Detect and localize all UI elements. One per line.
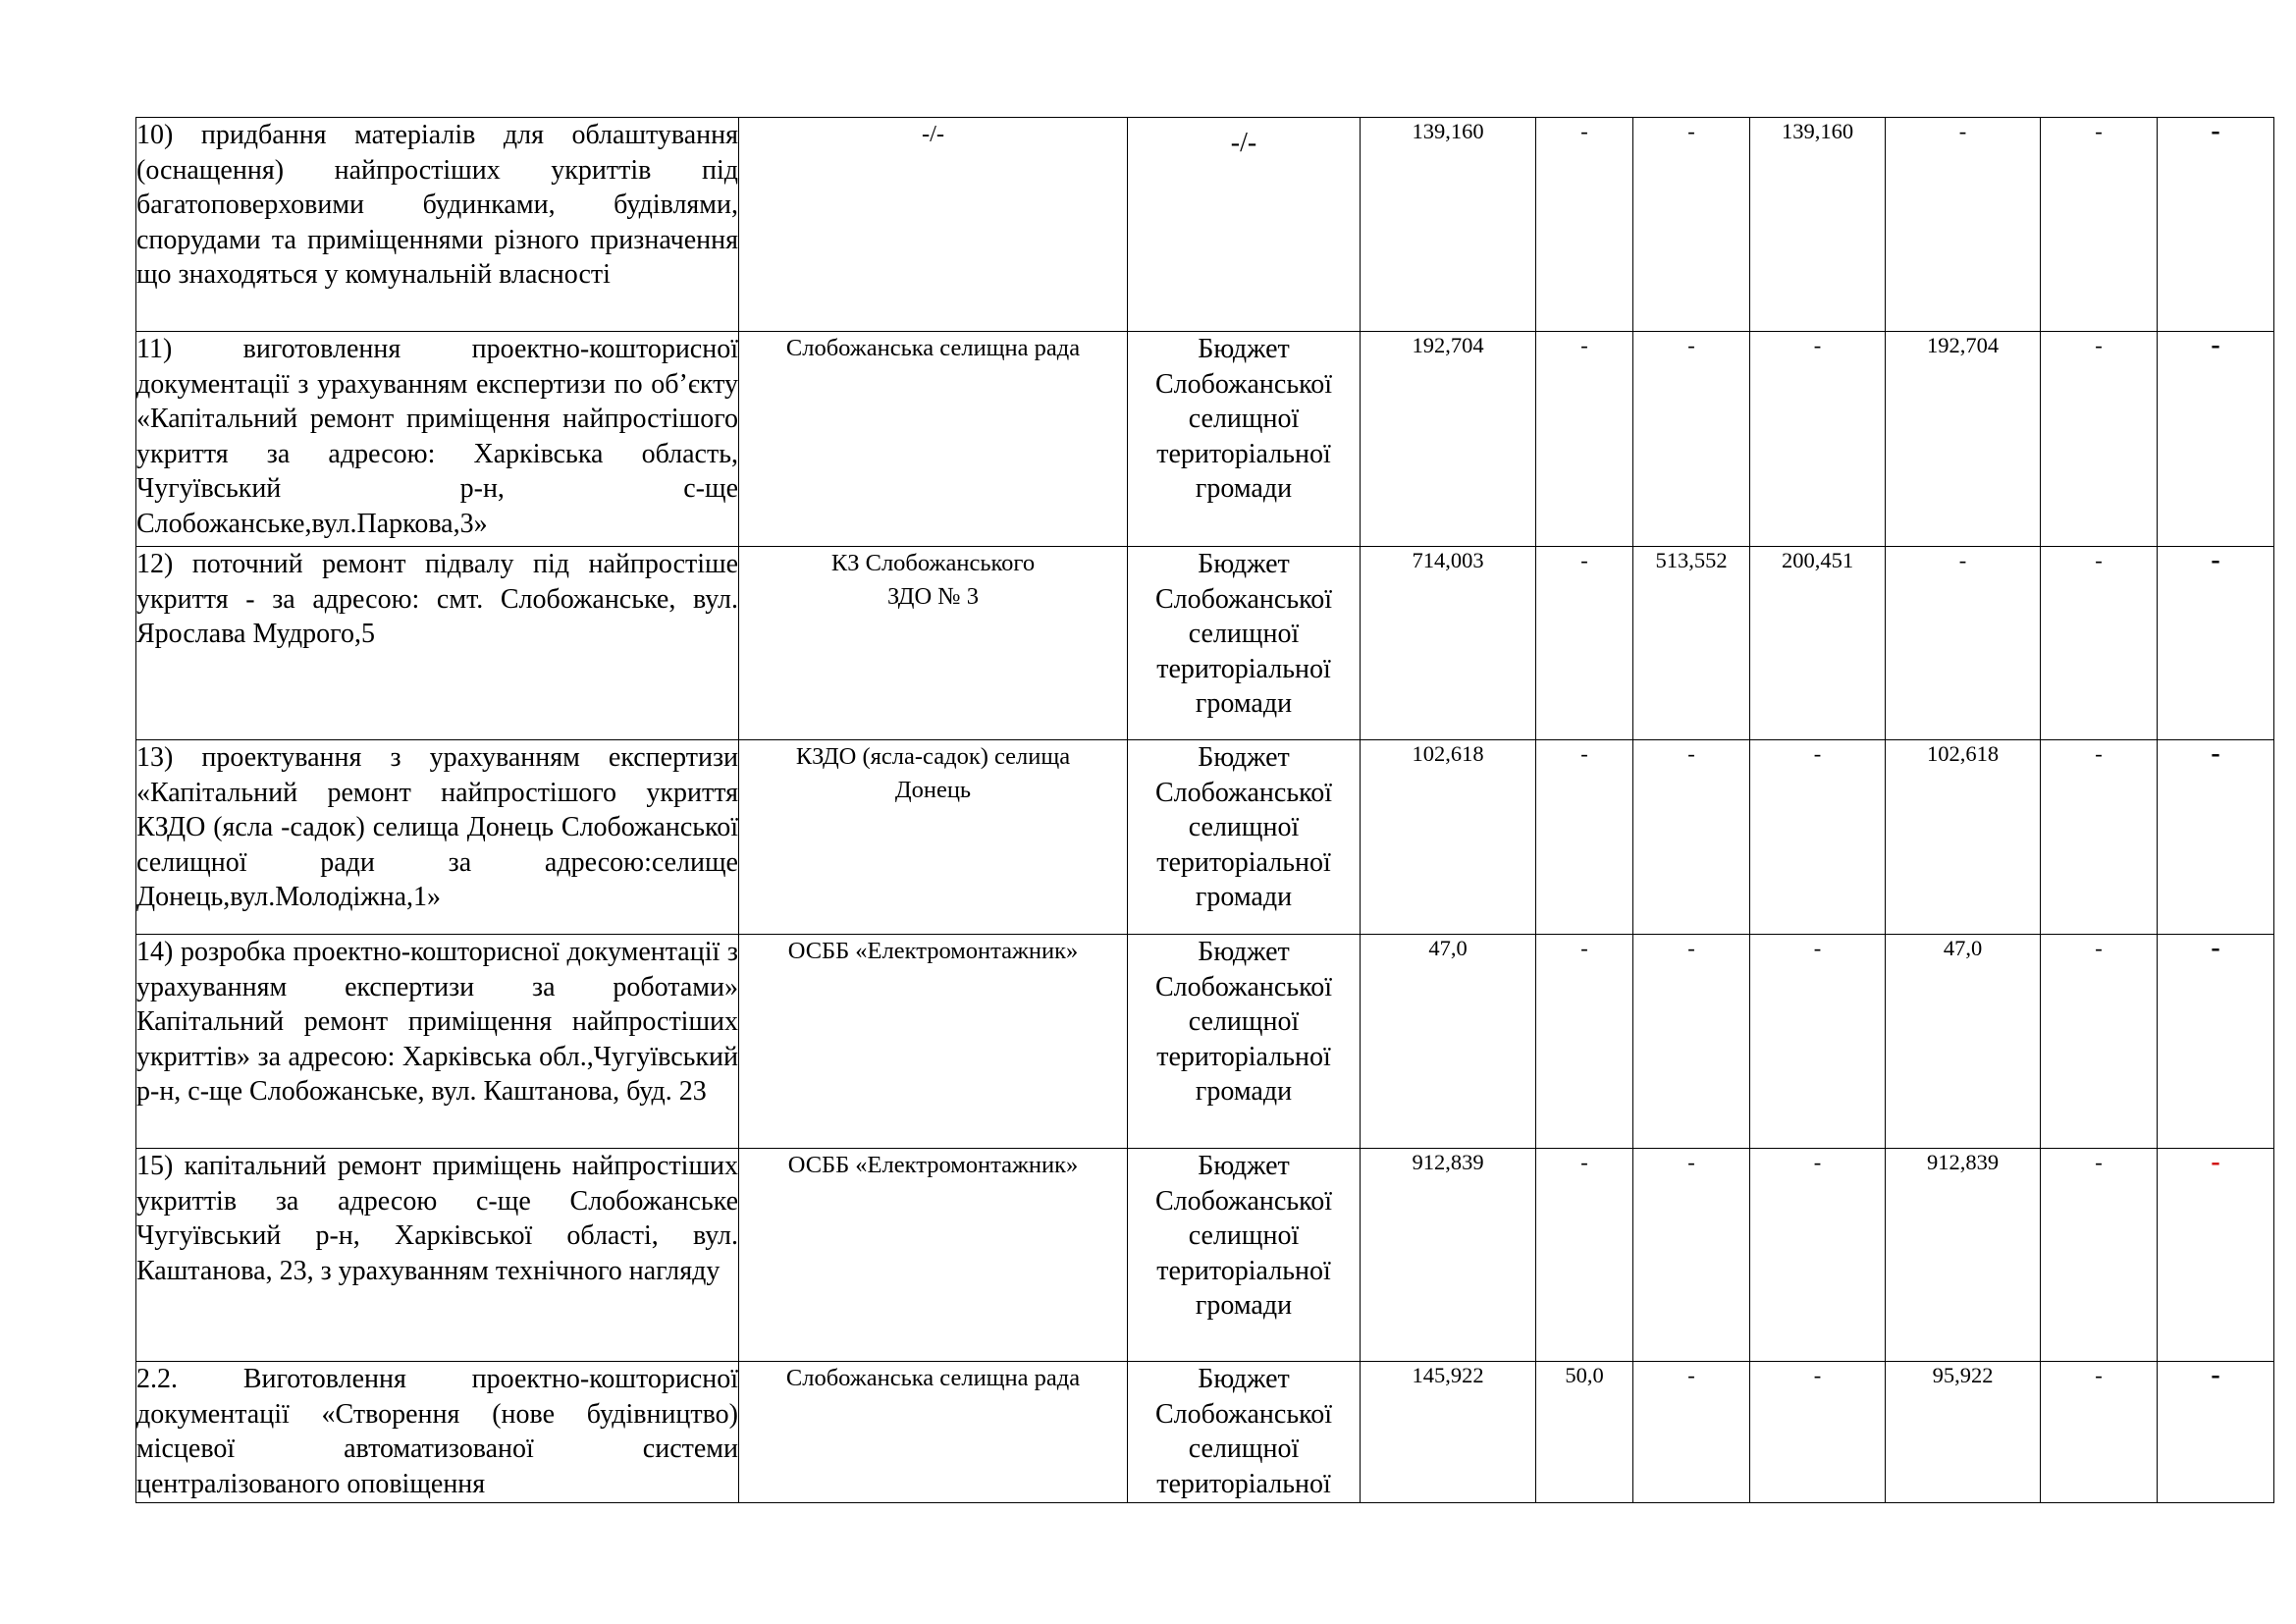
measure-description: 14) розробка проектно-кошторисної документації з урахуванням експертизи за роботами» Капітальний ремонт приміщення найпростіших укриттів» за адресою: Харківська обл.,Чугуївський р-н, с-ще Слобожанське, вул. Каштанова, буд. 23 <box>136 935 739 1149</box>
amount-cell: - <box>2158 547 2274 740</box>
amount-cell: - <box>1536 1149 1633 1362</box>
measure-description: 10) придбання матеріалів для облаштування (оснащення) найпростіших укриттів під багатоповерховими будинками, будівлями, спорудами та приміщеннями різного призначення що знаходяться у комунальній власності <box>136 118 739 332</box>
amount-cell: 139,160 <box>1750 118 1886 332</box>
executor-cell: Слобожанська селищна рада <box>739 1362 1128 1503</box>
measure-description: 2.2. Виготовлення проектно-кошторисної документації «Створення (нове будівництво) місцевої автоматизованої системи централізованого оповіщення <box>136 1362 739 1503</box>
amount-cell: - <box>1886 547 2041 740</box>
amount-cell: 50,0 <box>1536 1362 1633 1503</box>
measure-description: 13) проектування з урахуванням експертизи «Капітальний ремонт найпростішого укриття КЗДО (ясла -садок) селища Донець Слобожанської селищної ради за адресою:селище Донець,вул.Молодіжна,1» <box>136 740 739 935</box>
table-row <box>136 1362 2296 1503</box>
table-row <box>136 547 2296 740</box>
funding-source-cell: -/- <box>1128 118 1361 332</box>
amount-cell: - <box>1633 935 1750 1149</box>
amount-cell: - <box>2041 935 2158 1149</box>
amount-cell: - <box>1536 740 1633 935</box>
amount-cell: - <box>1750 1362 1886 1503</box>
amount-cell: 95,922 <box>1886 1362 2041 1503</box>
amount-cell: - <box>1536 935 1633 1149</box>
amount-cell: 912,839 <box>1886 1149 2041 1362</box>
amount-cell: - <box>2041 547 2158 740</box>
amount-cell: - <box>2041 740 2158 935</box>
amount-cell-highlighted: - <box>2158 1149 2274 1362</box>
total-amount-cell: 912,839 <box>1361 1149 1536 1362</box>
total-amount-cell: 192,704 <box>1361 332 1536 547</box>
amount-cell: - <box>1633 332 1750 547</box>
total-amount-cell: 102,618 <box>1361 740 1536 935</box>
amount-cell: 192,704 <box>1886 332 2041 547</box>
table-row <box>136 935 2296 1149</box>
amount-cell: 513,552 <box>1633 547 1750 740</box>
amount-cell: 200,451 <box>1750 547 1886 740</box>
funding-source-cell: Бюджет Слобожанської селищної територіальної <box>1128 1362 1361 1503</box>
amount-cell: - <box>1633 1362 1750 1503</box>
amount-cell: - <box>1750 935 1886 1149</box>
total-amount-cell: 714,003 <box>1361 547 1536 740</box>
executor-cell: Слобожанська селищна рада <box>739 332 1128 547</box>
table-row <box>136 118 2296 332</box>
executor-cell: ОСББ «Електромонтажник» <box>739 935 1128 1149</box>
amount-cell: - <box>2158 935 2274 1149</box>
executor-cell: ОСББ «Електромонтажник» <box>739 1149 1128 1362</box>
amount-cell: - <box>1633 740 1750 935</box>
measure-description: 11) виготовлення проектно-кошторисної документації з урахуванням експертизи по об’єкту «Капітальний ремонт приміщення найпростішого укриття за адресою: Харківська область, Чугуївський р-н, с-ще Слобожанське,вул.Паркова,3» <box>136 332 739 547</box>
amount-cell: - <box>2158 332 2274 547</box>
funding-source-cell: Бюджет Слобожанської селищної територіальної громади <box>1128 1149 1361 1362</box>
table-row <box>136 332 2296 547</box>
executor-cell: -/- <box>739 118 1128 332</box>
amount-cell: - <box>2041 118 2158 332</box>
amount-cell: - <box>2041 1149 2158 1362</box>
amount-cell: - <box>1750 1149 1886 1362</box>
funding-source-cell: Бюджет Слобожанської селищної територіальної громади <box>1128 547 1361 740</box>
total-amount-cell: 139,160 <box>1361 118 1536 332</box>
funding-source-cell: Бюджет Слобожанської селищної територіальної громади <box>1128 935 1361 1149</box>
measure-description: 15) капітальний ремонт приміщень найпростіших укриттів за адресою с-ще Слобожанське Чугуївський р-н, Харківської області, вул. Каштанова, 23, з урахуванням технічного нагляду <box>136 1149 739 1362</box>
amount-cell: - <box>2158 740 2274 935</box>
amount-cell: - <box>1633 1149 1750 1362</box>
funding-source-cell: Бюджет Слобожанської селищної територіальної громади <box>1128 740 1361 935</box>
amount-cell: - <box>1633 118 1750 332</box>
amount-cell: 47,0 <box>1886 935 2041 1149</box>
amount-cell: - <box>2158 118 2274 332</box>
program-measures-table <box>135 117 2296 1503</box>
amount-cell: - <box>1536 547 1633 740</box>
amount-cell: - <box>2158 1362 2274 1503</box>
amount-cell: - <box>1886 118 2041 332</box>
table-row <box>136 1149 2296 1362</box>
amount-cell: - <box>2041 1362 2158 1503</box>
amount-cell: - <box>1536 118 1633 332</box>
total-amount-cell: 145,922 <box>1361 1362 1536 1503</box>
total-amount-cell: 47,0 <box>1361 935 1536 1149</box>
amount-cell: - <box>1750 740 1886 935</box>
amount-cell: - <box>1750 332 1886 547</box>
table-row <box>136 740 2296 935</box>
funding-source-cell: Бюджет Слобожанської селищної територіальної громади <box>1128 332 1361 547</box>
amount-cell: - <box>1536 332 1633 547</box>
executor-cell: КЗ Слобожанського ЗДО № 3 <box>739 547 1128 740</box>
amount-cell: - <box>2041 332 2158 547</box>
measure-description: 12) поточний ремонт підвалу під найпростіше укриття - за адресою: смт. Слобожанське, вул. Ярослава Мудрого,5 <box>136 547 739 740</box>
amount-cell: 102,618 <box>1886 740 2041 935</box>
executor-cell: КЗДО (ясла-садок) селища Донець <box>739 740 1128 935</box>
